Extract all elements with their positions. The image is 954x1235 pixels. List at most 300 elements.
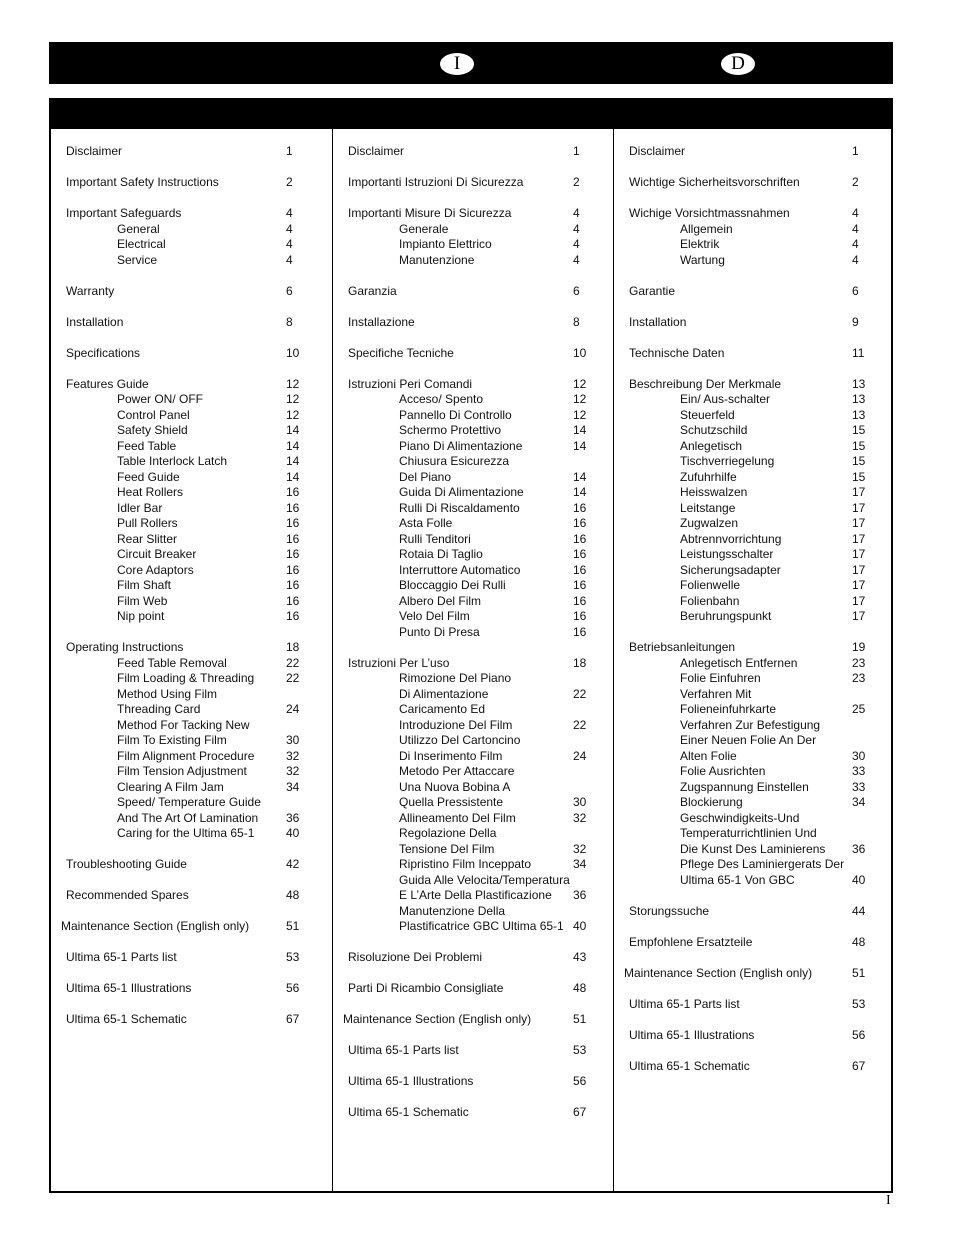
entry-page-number: 17 — [852, 547, 866, 561]
toc-subentry — [614, 516, 892, 532]
entry-page-number: 53 — [852, 996, 866, 1011]
entry-title: Folie Einfuhren — [680, 671, 761, 685]
toc-entry — [51, 284, 331, 300]
entry-title: Important Safety Instructions — [66, 175, 219, 189]
toc-entry — [614, 997, 892, 1013]
entry-page-number: 16 — [286, 578, 300, 592]
toc-entry — [51, 315, 331, 331]
entry-title: Betriebsanleitungen — [629, 640, 736, 654]
entry-title: Ultima 65-1 Illustrations — [348, 1074, 474, 1088]
entry-page-number: 6 — [573, 283, 580, 298]
entry-page-number: 56 — [852, 1027, 866, 1042]
entry-title: Zugspannung Einstellen — [680, 779, 809, 794]
toc-subentry — [614, 423, 892, 439]
entry-title: Maintenance Section (English only) — [61, 919, 250, 933]
entry-page-number: 30 — [573, 795, 587, 809]
spacer — [333, 935, 613, 951]
spacer — [614, 268, 892, 284]
toc-subentry — [51, 501, 331, 517]
spacer — [51, 873, 331, 889]
entry-page-number: 17 — [852, 609, 866, 623]
entry-title: Sicherungsadapter — [680, 562, 781, 577]
entry-title: Installazione — [348, 314, 415, 329]
entry-title: Geschwindigkeits-Und — [680, 810, 800, 825]
entry-page-number: 25 — [852, 702, 866, 716]
entry-page-number: 13 — [852, 376, 866, 391]
entry-page-number: 14 — [573, 485, 587, 499]
entry-page-number: 16 — [573, 562, 587, 577]
entry-title: Albero Del Film — [399, 593, 482, 608]
toc-subentry — [333, 408, 613, 424]
toc-subentry — [51, 454, 331, 470]
entry-title: Ultima 65-1 Schematic — [348, 1105, 469, 1119]
toc-subentry — [51, 253, 331, 269]
entry-page-number: 43 — [573, 950, 587, 964]
toc-subentry — [51, 578, 331, 594]
toc-subentry — [51, 687, 331, 703]
entry-page-number: 8 — [286, 314, 293, 329]
entry-page-number: 40 — [573, 919, 587, 933]
toc-entry — [51, 919, 331, 935]
entry-page-number: 16 — [286, 516, 300, 530]
entry-title: Core Adaptors — [117, 562, 194, 577]
entry-title: Ein/ Aus-schalter — [680, 392, 771, 406]
toc-subentry — [614, 842, 892, 858]
entry-page-number: 4 — [573, 237, 580, 251]
entry-page-number: 17 — [852, 516, 866, 530]
entry-page-number: 4 — [573, 221, 580, 236]
entry-title: Manutenzione — [399, 252, 475, 267]
entry-title: Velo Del Film — [399, 609, 470, 623]
entry-page-number: 36 — [573, 888, 587, 902]
toc-subentry — [333, 439, 613, 455]
entry-page-number: 16 — [286, 485, 300, 499]
toc-subentry — [333, 780, 613, 796]
entry-title: Quella Pressistente — [399, 795, 504, 809]
spacer — [614, 981, 892, 997]
toc-entry — [333, 284, 613, 300]
toc-subentry — [333, 919, 613, 935]
entry-title: Nip point — [117, 609, 165, 623]
entry-title: Plastificatrice GBC Ultima 65-1 — [399, 919, 564, 933]
entry-page-number: 18 — [286, 640, 300, 654]
toc-subentry — [614, 594, 892, 610]
entry-page-number: 15 — [852, 469, 866, 484]
entry-title: Leistungsschalter — [680, 547, 774, 561]
entries-list — [614, 144, 892, 1074]
toc-subentry — [614, 454, 892, 470]
toc-entry — [333, 1074, 613, 1090]
toc-entry — [333, 346, 613, 362]
entry-title: Tischverriegelung — [680, 454, 775, 468]
toc-subentry — [614, 408, 892, 424]
entry-title: Generale — [399, 221, 449, 236]
spacer — [333, 1090, 613, 1106]
toc-subentry — [333, 671, 613, 687]
entry-page-number: 1 — [286, 144, 293, 158]
entry-page-number: 22 — [286, 655, 300, 670]
entry-title: Blockierung — [680, 795, 743, 809]
entry-page-number: 10 — [573, 345, 587, 360]
toc-subentry — [333, 842, 613, 858]
entry-page-number: 22 — [573, 686, 587, 701]
language-badge-german: D — [721, 53, 755, 75]
spacer — [51, 997, 331, 1013]
toc-subentry — [333, 222, 613, 238]
toc-subentry — [333, 826, 613, 842]
entry-title: Pull Rollers — [117, 516, 178, 530]
entry-page-number: 32 — [286, 764, 300, 778]
toc-entry — [614, 284, 892, 300]
toc-subentry — [51, 671, 331, 687]
spacer — [333, 160, 613, 176]
entry-title: Power ON/ OFF — [117, 392, 204, 406]
entry-title: Disclaimer — [66, 144, 123, 158]
entry-page-number: 17 — [852, 562, 866, 577]
entry-page-number: 34 — [573, 857, 587, 871]
entry-page-number: 56 — [573, 1074, 587, 1088]
entry-title: Circuit Breaker — [117, 547, 197, 561]
entry-page-number: 12 — [573, 407, 587, 422]
toc-entry — [51, 640, 331, 656]
toc-subentry — [333, 733, 613, 749]
toc-entry — [333, 206, 613, 222]
toc-subentry — [614, 578, 892, 594]
entry-page-number: 4 — [852, 237, 859, 251]
toc-entry — [614, 935, 892, 951]
toc-entry — [333, 1105, 613, 1121]
contents-table — [49, 98, 893, 1193]
toc-entry — [333, 981, 613, 997]
entry-title: Film Tension Adjustment — [117, 764, 247, 778]
toc-subentry — [51, 439, 331, 455]
toc-subentry — [333, 392, 613, 408]
spacer — [51, 935, 331, 951]
entry-page-number: 51 — [286, 919, 300, 933]
spacer — [333, 1059, 613, 1075]
entry-title: Allineamento Del Film — [399, 810, 516, 825]
entry-page-number: 12 — [573, 376, 587, 391]
entry-title: Disclaimer — [348, 144, 405, 158]
entry-page-number: 4 — [852, 206, 859, 220]
entry-page-number: 23 — [852, 671, 866, 685]
entry-page-number: 16 — [573, 531, 587, 546]
toc-entry — [614, 1028, 892, 1044]
toc-entry — [333, 1043, 613, 1059]
entry-page-number: 16 — [286, 562, 300, 577]
entry-title: Abtrennvorrichtung — [680, 531, 782, 546]
toc-subentry — [333, 578, 613, 594]
entry-page-number: 4 — [852, 221, 859, 236]
entry-title: Manutenzione Della — [399, 903, 506, 918]
toc-subentry — [614, 485, 892, 501]
spacer — [51, 842, 331, 858]
entry-title: Folieneinfuhrkarte — [680, 702, 777, 716]
entry-page-number: 30 — [286, 733, 300, 747]
entry-title: Maintenance Section (English only) — [343, 1012, 532, 1026]
toc-subentry — [333, 501, 613, 517]
toc-entry — [614, 206, 892, 222]
entry-page-number: 67 — [852, 1058, 866, 1073]
entry-page-number: 16 — [573, 547, 587, 561]
entry-title: Technische Daten — [629, 345, 725, 360]
spacer — [614, 330, 892, 346]
entry-page-number: 13 — [852, 392, 866, 406]
entry-title: Clearing A Film Jam — [117, 779, 224, 794]
spacer — [333, 299, 613, 315]
spacer — [614, 1012, 892, 1028]
toc-subentry — [333, 485, 613, 501]
entry-page-number: 32 — [286, 748, 300, 763]
toc-subentry — [51, 780, 331, 796]
entry-page-number: 34 — [852, 795, 866, 809]
toc-subentry — [51, 485, 331, 501]
entry-title: Film Loading & Threading — [117, 671, 255, 685]
entry-title: Anlegetisch Entfernen — [680, 655, 798, 670]
entry-page-number: 16 — [573, 500, 587, 515]
entry-page-number: 16 — [286, 500, 300, 515]
toc-subentry — [614, 609, 892, 625]
entry-page-number: 12 — [286, 392, 300, 406]
entry-title: Piano Di Alimentazione — [399, 438, 523, 453]
entry-title: Idler Bar — [117, 500, 163, 515]
entry-title: Regolazione Della — [399, 826, 497, 840]
entry-page-number: 14 — [573, 438, 587, 453]
toc-subentry — [51, 222, 331, 238]
spacer — [51, 330, 331, 346]
entry-title: E L’Arte Della Plastificazione — [399, 888, 552, 902]
entry-page-number: 19 — [852, 640, 866, 654]
entry-title: Chiusura Esicurezza — [399, 454, 510, 468]
entry-page-number: 51 — [573, 1012, 587, 1026]
entry-title: Ultima 65-1 Parts list — [66, 950, 177, 964]
entry-title: Metodo Per Attaccare — [399, 764, 515, 778]
toc-subentry — [333, 811, 613, 827]
toc-entry — [614, 144, 892, 160]
spacer — [333, 1028, 613, 1044]
entry-title: Zufuhrhilfe — [680, 469, 737, 484]
toc-entry — [333, 377, 613, 393]
entry-page-number: 12 — [573, 392, 587, 406]
entry-page-number: 15 — [852, 438, 866, 453]
toc-subentry — [333, 888, 613, 904]
toc-entry — [614, 904, 892, 920]
entry-page-number: 32 — [573, 841, 587, 856]
spacer — [51, 299, 331, 315]
entry-page-number: 36 — [852, 841, 866, 856]
spacer — [614, 888, 892, 904]
entry-page-number: 9 — [852, 314, 859, 329]
toc-subentry — [51, 563, 331, 579]
contents-column-english — [51, 129, 331, 1191]
toc-entry — [51, 377, 331, 393]
entry-title: Recommended Spares — [66, 888, 189, 902]
entry-title: Warranty — [66, 283, 115, 298]
toc-subentry — [51, 516, 331, 532]
entry-title: Asta Folle — [399, 516, 453, 530]
entry-title: Di Alimentazione — [399, 686, 489, 701]
toc-entry — [614, 1059, 892, 1075]
entry-page-number: 4 — [573, 252, 580, 267]
entry-title: Temperaturrichtlinien Und — [680, 826, 817, 840]
toc-subentry — [614, 439, 892, 455]
entry-title: Disclaimer — [629, 144, 686, 158]
entry-title: Electrical — [117, 237, 166, 251]
entry-title: Speed/ Temperature Guide — [117, 795, 261, 809]
entries-list — [51, 144, 331, 1028]
toc-subentry — [333, 563, 613, 579]
toc-subentry — [614, 702, 892, 718]
toc-subentry — [333, 687, 613, 703]
entry-title: Wichtige Sicherheitsvorschriften — [629, 175, 800, 189]
entry-title: Caricamento Ed — [399, 702, 486, 716]
entry-title: Film To Existing Film — [117, 733, 227, 747]
entry-title: Parti Di Ricambio Consigliate — [348, 981, 504, 995]
toc-entry — [51, 1012, 331, 1028]
entry-page-number: 32 — [573, 810, 587, 825]
contents-column-italian — [332, 129, 613, 1191]
toc-subentry — [51, 718, 331, 734]
entry-page-number: 48 — [852, 934, 866, 949]
entry-page-number: 24 — [573, 748, 587, 763]
entry-title: Die Kunst Des Laminierens — [680, 841, 826, 856]
entry-page-number: 14 — [286, 454, 300, 468]
spacer — [333, 330, 613, 346]
entry-title: Ultima 65-1 Schematic — [629, 1058, 750, 1073]
entry-page-number: 14 — [286, 423, 300, 437]
entry-page-number: 23 — [852, 655, 866, 670]
toc-subentry — [333, 749, 613, 765]
entry-page-number: 24 — [286, 702, 300, 716]
toc-subentry — [333, 594, 613, 610]
entry-title: Wartung — [680, 252, 725, 267]
toc-subentry — [614, 718, 892, 734]
entry-title: Zugwalzen — [680, 516, 739, 530]
entry-page-number: 14 — [286, 438, 300, 453]
entry-page-number: 56 — [286, 981, 300, 995]
toc-subentry — [333, 904, 613, 920]
entry-page-number: 1 — [573, 144, 580, 158]
toc-entry — [333, 175, 613, 191]
entry-title: Heisswalzen — [680, 485, 748, 499]
entry-page-number: 51 — [852, 965, 866, 980]
spacer — [614, 191, 892, 207]
entry-page-number: 4 — [286, 237, 293, 251]
entry-title: Impianto Elettrico — [399, 237, 492, 251]
spacer — [333, 191, 613, 207]
toc-subentry — [333, 237, 613, 253]
spacer — [614, 1043, 892, 1059]
entry-title: Empfohlene Ersatzteile — [629, 934, 753, 949]
entry-title: Rear Slitter — [117, 531, 178, 546]
toc-entry — [51, 144, 331, 160]
entry-page-number: 2 — [852, 175, 859, 189]
entry-page-number: 16 — [286, 609, 300, 623]
entry-title: Schutzschild — [680, 423, 748, 437]
entry-title: Ultima 65-1 Illustrations — [66, 981, 192, 995]
spacer — [51, 361, 331, 377]
toc-entry — [614, 377, 892, 393]
toc-subentry — [51, 826, 331, 842]
entry-page-number: 17 — [852, 593, 866, 608]
entry-title: Folienbahn — [680, 593, 740, 608]
entry-title: Feed Table Removal — [117, 655, 227, 670]
entry-page-number: 16 — [286, 531, 300, 546]
spacer — [51, 160, 331, 176]
spacer — [614, 625, 892, 641]
toc-subentry — [614, 795, 892, 811]
entry-title: Importanti Istruzioni Di Sicurezza — [348, 175, 524, 189]
entry-title: Bloccaggio Dei Rulli — [399, 578, 506, 592]
entry-title: Anlegetisch — [680, 438, 743, 453]
spacer — [333, 997, 613, 1013]
entry-page-number: 40 — [852, 872, 866, 887]
entry-title: Folienwelle — [680, 578, 741, 592]
entry-page-number: 30 — [852, 748, 866, 763]
entry-page-number: 6 — [286, 283, 293, 298]
toc-entry — [333, 1012, 613, 1028]
entry-title: Del Piano — [399, 469, 452, 484]
entry-page-number: 53 — [573, 1043, 587, 1057]
toc-subentry — [333, 253, 613, 269]
entry-page-number: 42 — [286, 857, 300, 871]
entry-title: Rulli Di Riscaldamento — [399, 500, 520, 515]
entry-title: Feed Table — [117, 438, 177, 453]
toc-subentry — [614, 222, 892, 238]
toc-subentry — [614, 253, 892, 269]
entry-title: Punto Di Presa — [399, 624, 480, 639]
entry-title: Film Alignment Procedure — [117, 748, 255, 763]
toc-subentry — [333, 454, 613, 470]
entry-title: Ultima 65-1 Von GBC — [680, 872, 795, 887]
entry-title: Service — [117, 252, 158, 267]
entry-page-number: 16 — [573, 578, 587, 592]
entry-page-number: 17 — [852, 485, 866, 499]
entry-page-number: 4 — [286, 206, 293, 220]
entry-title: Leitstange — [680, 500, 736, 515]
spacer — [51, 268, 331, 284]
entry-title: Acceso/ Spento — [399, 392, 484, 406]
entry-title: Wichige Vorsichtmassnahmen — [629, 206, 790, 220]
entry-page-number: 16 — [573, 624, 587, 639]
entry-title: Caring for the Ultima 65-1 — [117, 826, 255, 840]
entry-title: Beschreibung Der Merkmale — [629, 376, 782, 391]
toc-subentry — [614, 237, 892, 253]
entry-title: Rotaia Di Taglio — [399, 547, 483, 561]
entry-title: Storungssuche — [629, 903, 710, 918]
toc-entry — [333, 950, 613, 966]
entry-title: Installation — [629, 314, 687, 329]
entry-title: Istruzioni Per L’uso — [348, 655, 450, 670]
entry-page-number: 67 — [573, 1105, 587, 1119]
toc-subentry — [333, 625, 613, 641]
toc-subentry — [51, 764, 331, 780]
entry-title: Steuerfeld — [680, 407, 735, 422]
entry-title: Method Using Film — [117, 686, 218, 701]
entry-page-number: 2 — [573, 175, 580, 189]
toc-entry — [333, 315, 613, 331]
toc-subentry — [51, 702, 331, 718]
entry-title: Guida Di Alimentazione — [399, 485, 524, 499]
entry-title: Utilizzo Del Cartoncino — [399, 733, 521, 747]
toc-subentry — [333, 764, 613, 780]
toc-entry — [333, 144, 613, 160]
toc-subentry — [614, 733, 892, 749]
spacer — [51, 191, 331, 207]
spacer — [614, 299, 892, 315]
entry-page-number: 17 — [852, 578, 866, 592]
entry-page-number: 4 — [286, 252, 293, 267]
